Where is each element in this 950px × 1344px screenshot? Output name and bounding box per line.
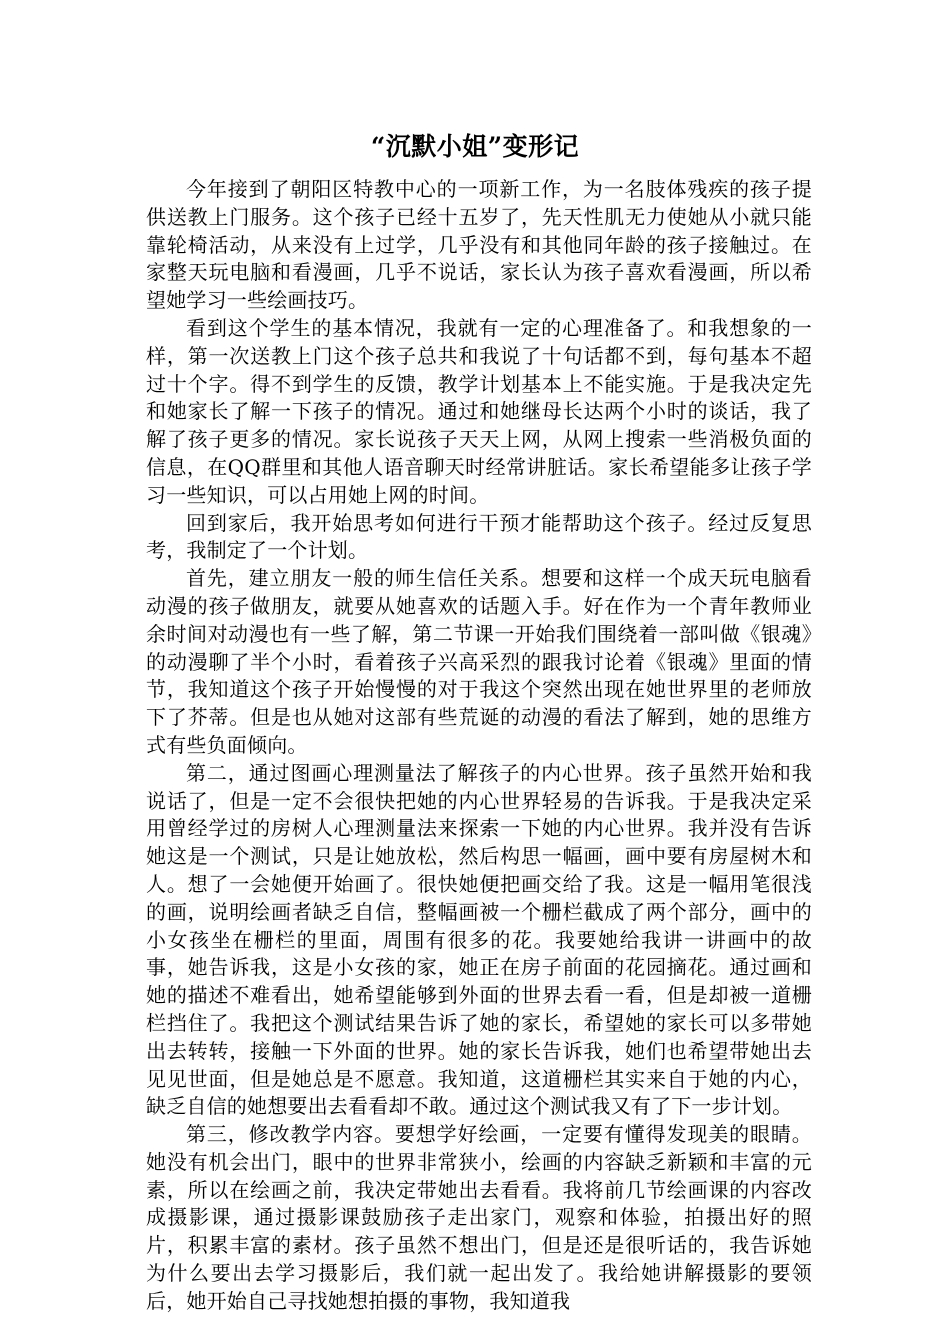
paragraph-2: 看到这个学生的基本情况，我就有一定的心理准备了。和我想象的一样，第一次送教上门这个孩子总共和我说了十句话都不到，每句基本不超过十个字。得不到学生的反馈，教学计划基本上不能实施。于是我决定先和她家长了解一下孩子的情况。通过和她继母长达两个小时的谈话，我了解了孩子更多的情况。家长说孩子天天上网，从网上搜索一些消极负面的信息，在QQ群里和其他人语音聊天时经常讲脏话。家长希望能多让孩子学习一些知识，可以占用她上网的时间。 [146,315,812,507]
document-body [146,176,812,1316]
document-title: “沉默小姐”变形记 [370,132,580,161]
paragraph-1: 今年接到了朝阳区特教中心的一项新工作，为一名肢体残疾的孩子提供送教上门服务。这个孩子已经十五岁了，先天性肌无力使她从小就只能靠轮椅活动，从来没有上过学，几乎没有和其他同年龄的孩子接触过。在家整天玩电脑和看漫画，几乎不说话，家长认为孩子喜欢看漫画，所以希望她学习一些绘画技巧。 [146,177,812,313]
paragraph-3: 回到家后，我开始思考如何进行干预才能帮助这个孩子。经过反复思考，我制定了一个计划。 [146,510,812,563]
paragraph-4: 首先，建立朋友一般的师生信任关系。想要和这样一个成天玩电脑看动漫的孩子做朋友，就要从她喜欢的话题入手。好在作为一个青年教师业余时间对动漫也有一些了解，第二节课一开始我们围绕着一部叫做《银魂》的动漫聊了半个小时，看着孩子兴高采烈的跟我讨论着《银魂》里面的情节，我知道这个孩子开始慢慢的对于我这个突然出现在她世界里的老师放下了芥蒂。但是也从她对这部有些荒诞的动漫的看法了解到，她的思维方式有些负面倾向。 [146,566,812,757]
paragraph-5: 第二，通过图画心理测量法了解孩子的内心世界。孩子虽然开始和我说话了，但是一定不会很快把她的内心世界轻易的告诉我。于是我决定采用曾经学过的房树人心理测量法来探索一下她的内心世界。我并没有告诉她这是一个测试，只是让她放松，然后构思一幅画，画中要有房屋树木和人。想了一会她便开始画了。很快她便把画交给了我。这是一幅用笔很浅的画，说明绘画者缺乏自信，整幅画被一个栅栏截成了两个部分，画中的小女孩坐在栅栏的里面，周围有很多的花。我要她给我讲一讲画中的故事，她告诉我，这是小女孩的家，她正在房子前面的花园摘花。通过画和她的描述不难看出，她希望能够到外面的世界去看一看，但是却被一道栅栏挡住了。我把这个测试结果告诉了她的家长，希望她的家长可以多带她出去转转，接触一下外面的世界。她的家长告诉我，她们也希望带她出去见见世面，但是她总是不愿意。我知道，这道栅栏其实来自于她的内心，缺乏自信的她想要出去看看却不敢。通过这个测试我又有了下一步计划。 [146,760,812,1119]
paragraph-6: 第三，修改教学内容。要想学好绘画，一定要有懂得发现美的眼睛。她没有机会出门，眼中的世界非常狭小，绘画的内容缺乏新颖和丰富的元素，所以在绘画之前，我决定带她出去看看。我将前几节绘画课的内容改成摄影课，通过摄影课鼓励孩子走出家门，观察和体验，拍摄出好的照片，积累丰富的素材。孩子虽然不想出门，但是还是很听话的，我告诉她为什么要出去学习摄影后，我们就一起出发了。我给她讲解摄影的要领后，她开始自己寻找她想拍摄的事物，我知道我 [146,1122,812,1313]
